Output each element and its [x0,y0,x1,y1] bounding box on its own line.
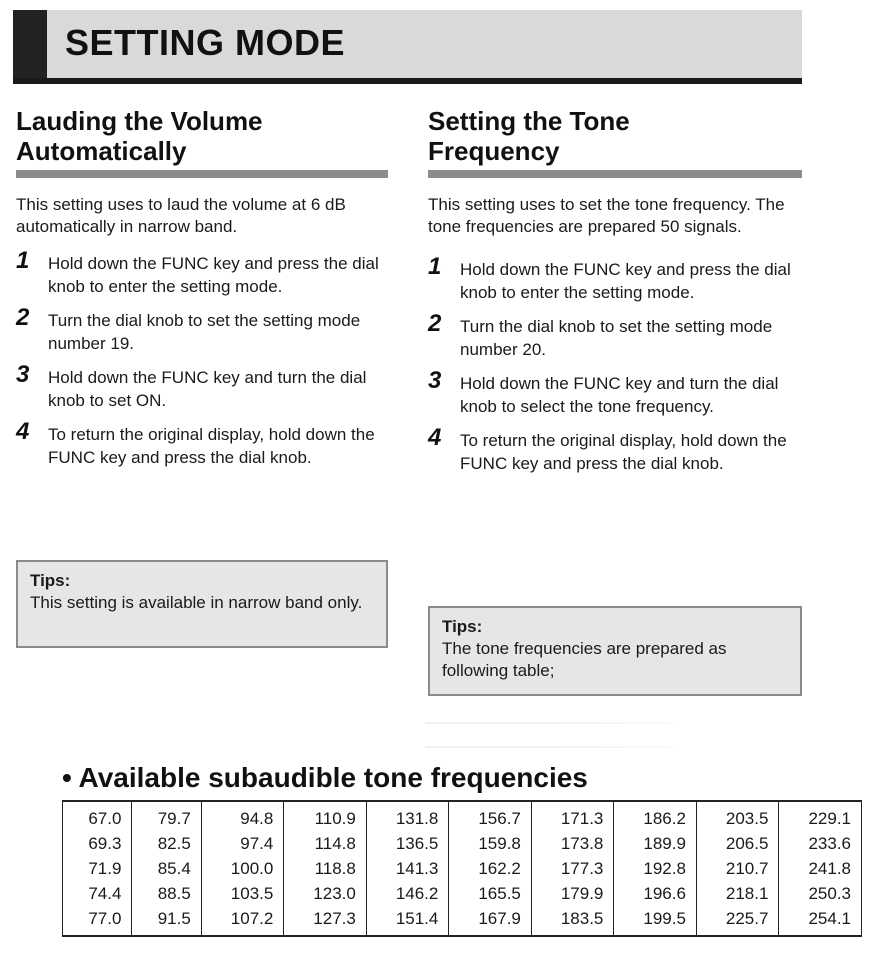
table-cell: 165.5 [449,881,532,906]
table-cell: 82.5 [132,831,201,856]
table-cell: 241.8 [779,856,862,881]
table-cell: 91.5 [132,906,201,936]
step-text: Hold down the FUNC key and turn the dial knob to select the tone frequency. [460,374,779,416]
table-row [63,831,862,856]
tips-text: The tone frequencies are prepared as following table; [442,639,727,680]
table-cell: 179.9 [531,881,614,906]
step-text: Hold down the FUNC key and press the dial knob to enter the setting mode. [48,254,379,296]
table-cell: 107.2 [201,906,284,936]
table-cell: 254.1 [779,906,862,936]
table-cell: 100.0 [201,856,284,881]
table-cell: 183.5 [531,906,614,936]
step-list [16,247,388,469]
step-item [428,367,802,418]
table-row [63,856,862,881]
table-cell: 189.9 [614,831,697,856]
table-cell: 141.3 [366,856,449,881]
section-heading-volume: Lauding the Volume Automatically [16,106,263,166]
banner-accent-bar [13,10,47,78]
step-text: Hold down the FUNC key and turn the dial knob to set ON. [48,368,367,410]
tips-text: This setting is available in narrow band only. [30,593,363,612]
section-volume [16,106,388,480]
tips-box-tone [428,606,802,696]
table-cell: 233.6 [779,831,862,856]
section-heading-tone: Setting the Tone Frequency [428,106,630,166]
step-number: 4 [428,424,442,451]
step-item [16,418,388,469]
step-text: To return the original display, hold down the FUNC key and press the dial knob. [460,431,787,473]
table-row [63,906,862,936]
table-cell: 196.6 [614,881,697,906]
step-list [428,253,802,475]
table-cell: 218.1 [696,881,779,906]
faint-artifact-line [425,722,675,724]
table-cell: 229.1 [779,801,862,831]
step-number: 1 [428,253,442,280]
step-item [16,361,388,412]
table-row [63,801,862,831]
table-cell: 118.8 [284,856,367,881]
step-text: Turn the dial knob to set the setting mode number 20. [460,317,773,359]
step-number: 1 [16,247,30,274]
section-tone [428,106,802,486]
table-cell: 199.5 [614,906,697,936]
table-cell: 225.7 [696,906,779,936]
step-number: 2 [428,310,442,337]
step-item [16,247,388,298]
table-cell: 79.7 [132,801,201,831]
table-cell: 131.8 [366,801,449,831]
section-intro: This setting uses to laud the volume at 6 dB automatically in narrow band. [16,195,346,236]
table-cell: 127.3 [284,906,367,936]
page-title: SETTING MODE [65,22,346,63]
table-cell: 156.7 [449,801,532,831]
table-cell: 250.3 [779,881,862,906]
step-item [428,424,802,475]
step-text: Hold down the FUNC key and press the dial knob to enter the setting mode. [460,260,791,302]
table-cell: 173.8 [531,831,614,856]
table-cell: 71.9 [63,856,132,881]
table-cell: 159.8 [449,831,532,856]
step-number: 3 [16,361,30,388]
table-cell: 97.4 [201,831,284,856]
section-intro: This setting uses to set the tone frequency. The tone frequencies are prepared 50 signals. [428,195,785,236]
step-number: 4 [16,418,30,445]
step-item [428,310,802,361]
table-cell: 146.2 [366,881,449,906]
faint-artifact-line [425,746,675,748]
tips-box-volume [16,560,388,648]
table-cell: 210.7 [696,856,779,881]
table-cell: 69.3 [63,831,132,856]
table-cell: 114.8 [284,831,367,856]
table-cell: 206.5 [696,831,779,856]
table-cell: 167.9 [449,906,532,936]
table-cell: 186.2 [614,801,697,831]
heading-rule [428,170,802,178]
table-cell: 67.0 [63,801,132,831]
step-item [428,253,802,304]
step-number: 3 [428,367,442,394]
step-text: Turn the dial knob to set the setting mode number 19. [48,311,361,353]
page-title-banner [13,10,802,84]
table-cell: 103.5 [201,881,284,906]
step-text: To return the original display, hold down the FUNC key and press the dial knob. [48,425,375,467]
table-cell: 192.8 [614,856,697,881]
table-cell: 177.3 [531,856,614,881]
step-number: 2 [16,304,30,331]
table-cell: 94.8 [201,801,284,831]
table-cell: 88.5 [132,881,201,906]
table-heading: • Available subaudible tone frequencies [62,762,588,793]
table-cell: 203.5 [696,801,779,831]
table-cell: 85.4 [132,856,201,881]
table-cell: 136.5 [366,831,449,856]
table-row [63,881,862,906]
table-cell: 123.0 [284,881,367,906]
tone-frequency-table [62,800,862,937]
tips-title: Tips: [30,571,71,590]
table-cell: 74.4 [63,881,132,906]
table-cell: 162.2 [449,856,532,881]
table-cell: 151.4 [366,906,449,936]
table-cell: 77.0 [63,906,132,936]
step-item [16,304,388,355]
table-cell: 110.9 [284,801,367,831]
table-cell: 171.3 [531,801,614,831]
tips-title: Tips: [442,617,483,636]
heading-rule [16,170,388,178]
